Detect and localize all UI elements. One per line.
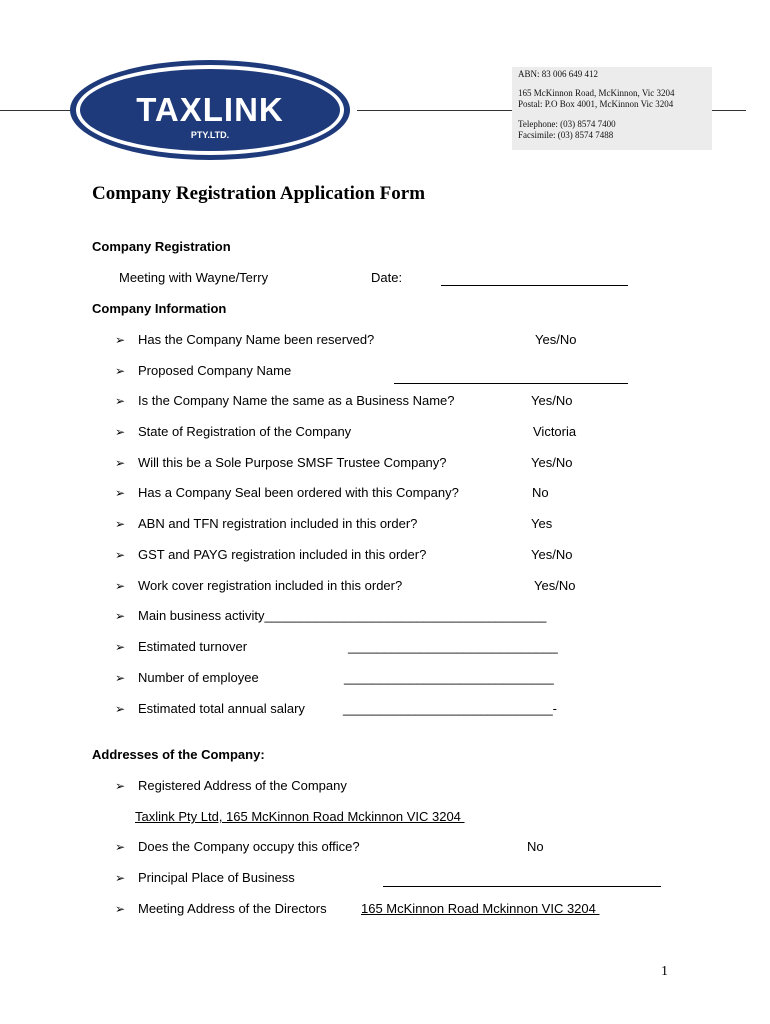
principal-place-field[interactable] — [383, 886, 661, 887]
a-gst-payg[interactable]: Yes/No — [531, 547, 573, 562]
arrow-bullet-icon: ➢ — [115, 579, 126, 593]
a-name-reserved[interactable]: Yes/No — [535, 332, 577, 347]
facsimile: Facsimile: (03) 8574 7488 — [518, 130, 614, 140]
contact-info-box — [512, 67, 712, 150]
arrow-bullet-icon: ➢ — [115, 871, 126, 885]
a-seal: No — [532, 485, 549, 500]
meeting-label: Meeting with Wayne/Terry — [119, 270, 269, 285]
header-rule-right — [712, 110, 746, 111]
proposed-name-field[interactable] — [394, 383, 628, 384]
q-smsf: Will this be a Sole Purpose SMSF Trustee Company? — [138, 455, 447, 470]
arrow-bullet-icon: ➢ — [115, 609, 126, 623]
q-salary: Estimated total annual salary — [138, 701, 305, 716]
q-occupy-office: Does the Company occupy this office? — [138, 839, 360, 854]
arrow-bullet-icon: ➢ — [115, 394, 126, 408]
arrow-bullet-icon: ➢ — [115, 364, 126, 378]
date-field[interactable] — [441, 285, 628, 286]
postal-address: Postal: P.O Box 4001, McKinnon Vic 3204 — [518, 99, 674, 109]
arrow-bullet-icon: ➢ — [115, 425, 126, 439]
q-turnover: Estimated turnover — [138, 639, 248, 654]
a-smsf[interactable]: Yes/No — [531, 455, 573, 470]
employees-field[interactable]: _____________________________ — [344, 670, 554, 685]
q-gst-payg: GST and PAYG registration included in this order? — [138, 547, 427, 562]
arrow-bullet-icon: ➢ — [115, 517, 126, 531]
arrow-bullet-icon: ➢ — [115, 779, 126, 793]
section-addresses: Addresses of the Company: — [92, 747, 265, 762]
date-label: Date: — [371, 270, 403, 285]
header-rule-middle — [357, 110, 513, 111]
q-business-name: Is the Company Name the same as a Business Name? — [138, 393, 455, 408]
page-number: 1 — [661, 964, 668, 979]
arrow-bullet-icon: ➢ — [115, 333, 126, 347]
telephone: Telephone: (03) 8574 7400 — [518, 118, 616, 129]
a-state: Victoria — [533, 424, 577, 439]
street-address: 165 McKinnon Road, McKinnon, Vic 3204 — [518, 87, 675, 98]
a-abn-tfn: Yes — [531, 516, 553, 531]
arrow-bullet-icon: ➢ — [115, 902, 126, 916]
q-work-cover: Work cover registration included in this order? — [138, 578, 403, 593]
arrow-bullet-icon: ➢ — [115, 548, 126, 562]
q-proposed-name: Proposed Company Name — [138, 363, 292, 378]
q-main-activity[interactable]: Main business activity_______________________________________ — [138, 608, 547, 623]
arrow-bullet-icon: ➢ — [115, 840, 126, 854]
q-abn-tfn: ABN and TFN registration included in this order? — [138, 516, 418, 531]
page-title: Company Registration Application Form — [92, 183, 426, 204]
salary-field[interactable]: _____________________________- — [343, 701, 557, 716]
arrow-bullet-icon: ➢ — [115, 486, 126, 500]
a-business-name[interactable]: Yes/No — [531, 393, 573, 408]
principal-place-label: Principal Place of Business — [138, 870, 295, 885]
q-name-reserved: Has the Company Name been reserved? — [138, 332, 375, 347]
turnover-field[interactable]: _____________________________ — [348, 639, 558, 654]
arrow-bullet-icon: ➢ — [115, 640, 126, 654]
arrow-bullet-icon: ➢ — [115, 702, 126, 716]
header-rule-left — [0, 110, 74, 111]
section-company-information: Company Information — [92, 301, 227, 316]
q-seal: Has a Company Seal been ordered with this Company? — [138, 485, 459, 500]
registered-address-value: Taxlink Pty Ltd, 165 McKinnon Road Mckinnon VIC 3204 — [135, 809, 465, 824]
abn: ABN: 83 006 649 412 — [518, 69, 599, 79]
logo-name: TAXLINK — [136, 91, 284, 128]
arrow-bullet-icon: ➢ — [115, 671, 126, 685]
q-state: State of Registration of the Company — [138, 424, 352, 439]
section-company-registration: Company Registration — [92, 239, 231, 254]
logo-sub: PTY.LTD. — [190, 130, 230, 140]
taxlink-logo — [68, 58, 352, 162]
a-occupy-office: No — [527, 839, 544, 854]
q-employees: Number of employee — [138, 670, 259, 685]
meeting-address-label: Meeting Address of the Directors — [138, 901, 327, 916]
meeting-address-value: 165 McKinnon Road Mckinnon VIC 3204 — [361, 901, 600, 916]
arrow-bullet-icon: ➢ — [115, 456, 126, 470]
a-work-cover[interactable]: Yes/No — [534, 578, 576, 593]
registered-address-label: Registered Address of the Company — [138, 778, 347, 793]
